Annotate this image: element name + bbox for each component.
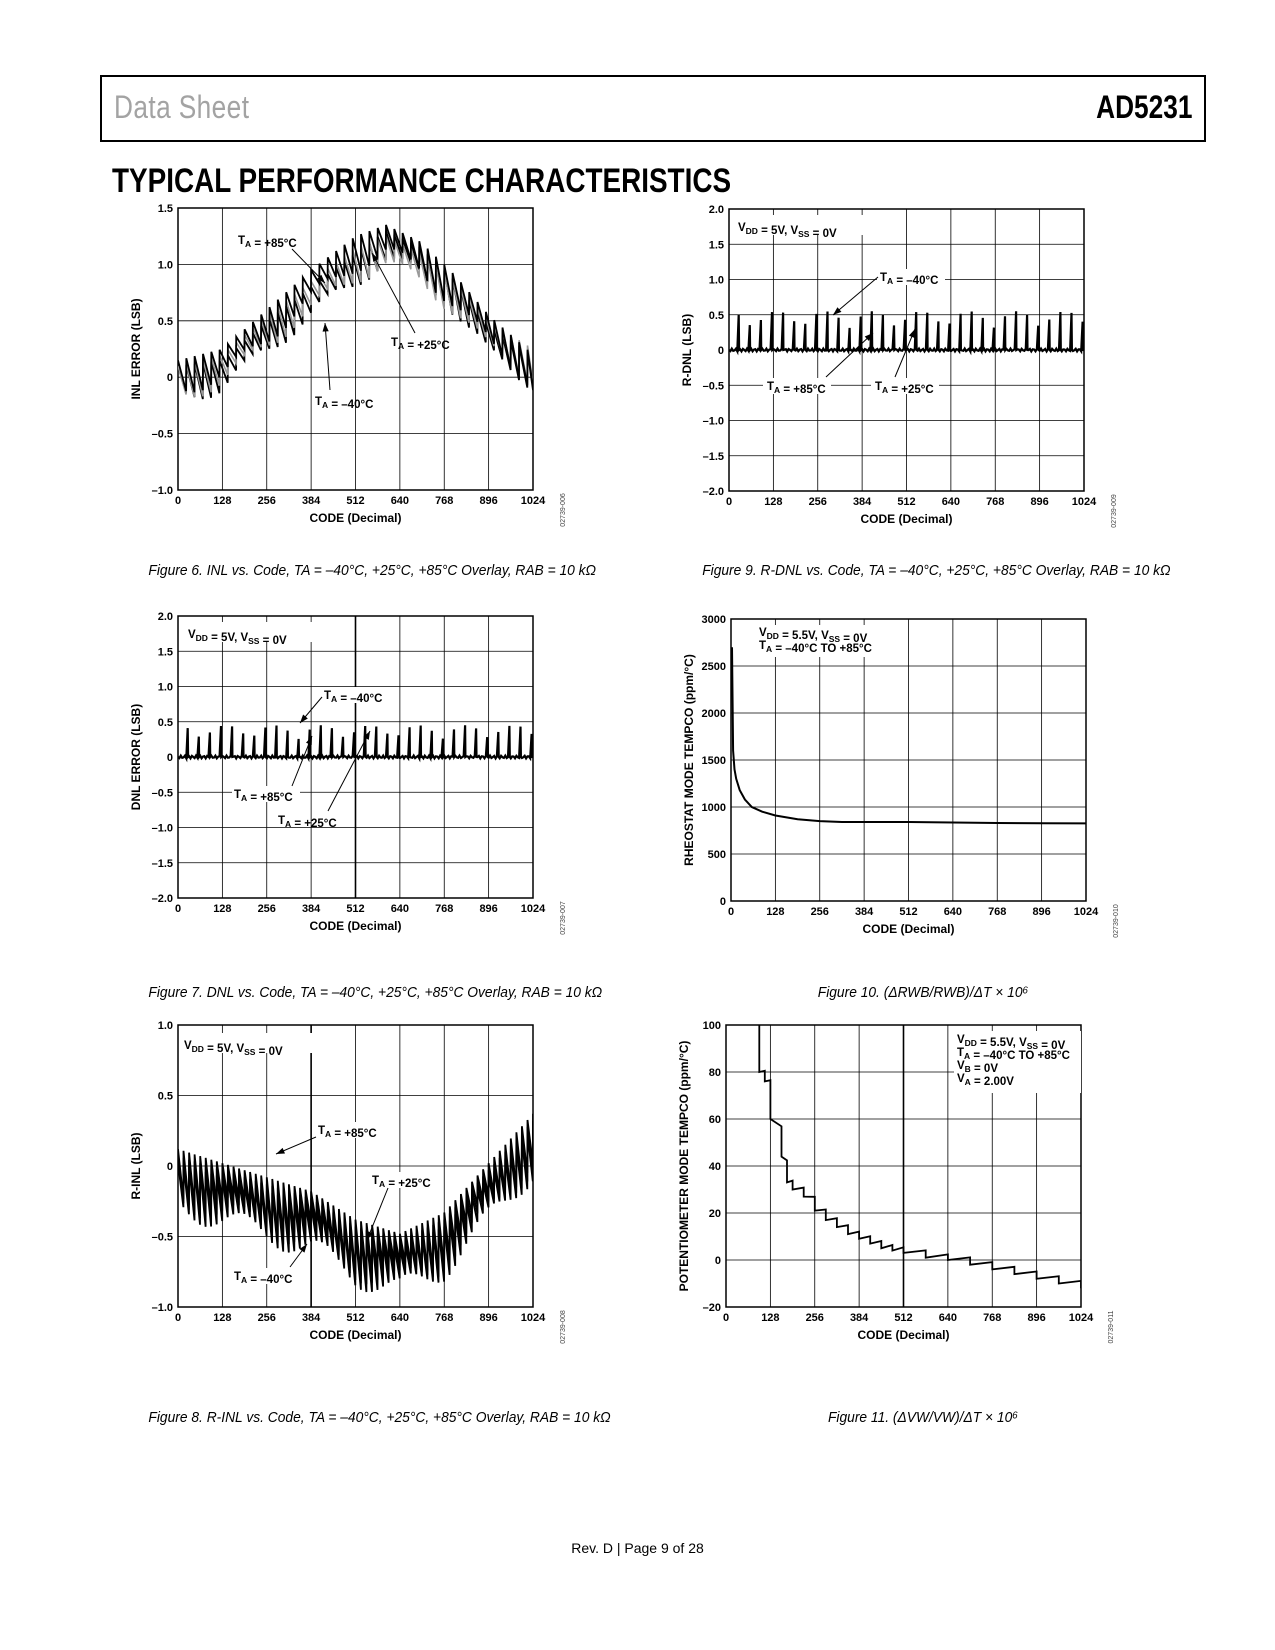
- fig10-svg: [683, 613, 1126, 951]
- y-axis-label: INL ERROR (LSB): [129, 298, 143, 400]
- y-tick-label: 1500: [701, 755, 726, 767]
- x-tick-label: 512: [346, 1312, 365, 1324]
- y-tick-label: –1.5: [702, 450, 724, 463]
- annotation-ta-85: $T_A = +85^\circ C$: [767, 381, 826, 396]
- y-tick-label: 100: [702, 1020, 721, 1032]
- annotation-ta-85: $T_A = +85^\circ C$: [318, 1125, 377, 1140]
- x-tick-label: 896: [479, 903, 498, 915]
- annotation-ta-25: $T_A = +25^\circ C$: [278, 815, 337, 830]
- y-tick-label: 0: [717, 345, 724, 357]
- y-tick-label: 0: [166, 372, 173, 385]
- x-tick-label: 384: [854, 906, 874, 918]
- x-tick-label: 384: [301, 1312, 321, 1324]
- x-tick-label: 0: [722, 1312, 730, 1324]
- fig7-svg: [130, 613, 573, 948]
- page-footer: Rev. D | Page 9 of 28: [571, 1540, 704, 1556]
- header-doc-type: Data Sheet: [114, 89, 250, 125]
- y-tick-label: 80: [708, 1067, 721, 1079]
- annotation-vb: $V_B = 0V$: [957, 1060, 998, 1075]
- y-tick-label: 40: [708, 1161, 721, 1173]
- x-tick-label: 640: [938, 1312, 958, 1324]
- annotation-ta-25: $T_A = +25^\circ C$: [391, 337, 450, 352]
- y-tick-label: –1.0: [151, 1302, 173, 1314]
- x-axis-label: CODE (Decimal): [309, 1328, 402, 1342]
- x-tick-label: 256: [257, 495, 276, 507]
- x-tick-label: 768: [435, 495, 454, 507]
- figure-11-caption: Figure 11. (ΔVW/VW)/ΔT × 10⁶: [827, 1409, 1019, 1426]
- annotation-ta-85: $T_A = +85^\circ C$: [238, 235, 297, 250]
- y-axis-label: RHEOSTAT MODE TEMPCO (ppm/°C): [682, 654, 696, 866]
- y-axis-label: R-INL (LSB): [129, 1132, 143, 1200]
- fig9-svg: [680, 204, 1124, 541]
- y-tick-label: –1.0: [702, 415, 724, 428]
- figure-11-pot-tempco-chart: [677, 1020, 1121, 1357]
- x-tick-label: 512: [897, 496, 916, 508]
- x-tick-label: 384: [849, 1312, 869, 1324]
- x-tick-label: 512: [894, 1312, 913, 1324]
- y-tick-label: 1.0: [157, 1020, 173, 1032]
- section-title: TYPICAL PERFORMANCE CHARACTERISTICS: [112, 162, 732, 200]
- x-axis-label: CODE (Decimal): [857, 1328, 950, 1342]
- x-tick-label: 384: [301, 495, 321, 507]
- x-tick-label: 768: [986, 496, 1005, 508]
- fig11-svg: [677, 1020, 1121, 1357]
- y-tick-label: 1.0: [708, 274, 724, 287]
- x-tick-label: 1024: [520, 495, 546, 507]
- figure-id-label: 02739-007: [560, 901, 567, 935]
- x-tick-label: 640: [943, 906, 963, 918]
- arrow-ta-m40: [325, 323, 330, 390]
- figure-8-caption: Figure 8. R-INL vs. Code, TA = –40°C, +25°C, +85°C Overlay, RAB = 10 kΩ: [148, 1409, 611, 1426]
- x-tick-label: 128: [213, 1312, 232, 1324]
- x-axis-label: CODE (Decimal): [862, 922, 955, 936]
- x-axis-label: CODE (Decimal): [860, 512, 953, 526]
- x-tick-label: 384: [852, 496, 872, 508]
- annotation-va: $V_A = 2.00V$: [957, 1073, 1014, 1088]
- figure-10-caption: Figure 10. (ΔRWB/RWB)/ΔT × 10⁶: [817, 984, 1029, 1001]
- x-tick-label: 896: [1032, 906, 1051, 918]
- y-tick-label: 0: [719, 896, 726, 908]
- figure-10-rheostat-tempco-chart: [683, 613, 1126, 951]
- y-tick-label: 500: [707, 849, 726, 861]
- x-tick-label: 0: [174, 1312, 182, 1324]
- y-tick-label: 0.5: [157, 315, 173, 328]
- fig6-svg: [130, 205, 573, 540]
- figure-id-label: 02739-011: [1108, 1310, 1115, 1344]
- x-tick-label: 768: [435, 1312, 454, 1324]
- header-part-number: AD5231: [1095, 89, 1192, 125]
- y-tick-label: 0: [166, 1161, 173, 1173]
- y-tick-label: 0: [714, 1255, 721, 1267]
- y-tick-label: 1000: [701, 802, 726, 814]
- y-tick-label: –2.0: [151, 893, 173, 905]
- x-tick-label: 128: [761, 1312, 780, 1324]
- annotation-ta-85: $T_A = +85^\circ C$: [234, 789, 293, 804]
- figure-7-caption: Figure 7. DNL vs. Code, TA = –40°C, +25°C, +85°C Overlay, RAB = 10 kΩ: [148, 984, 603, 1001]
- x-tick-label: 256: [808, 496, 827, 508]
- annotation-ta-m40: $T_A = -40^\circ C$: [315, 396, 374, 411]
- y-tick-label: 0.5: [708, 309, 724, 322]
- y-tick-label: –1.0: [151, 822, 173, 835]
- figure-7-dnl-chart: [130, 613, 573, 948]
- x-tick-label: 512: [899, 906, 918, 918]
- x-tick-label: 0: [725, 496, 733, 508]
- y-tick-label: 0.5: [157, 716, 173, 729]
- x-tick-label: 256: [257, 1312, 276, 1324]
- x-tick-label: 256: [810, 906, 829, 918]
- x-tick-label: 640: [941, 496, 961, 508]
- x-tick-label: 384: [301, 903, 321, 915]
- y-tick-label: –20: [702, 1302, 721, 1314]
- y-tick-label: –1.0: [151, 485, 173, 497]
- y-axis-label: POTENTIOMETER MODE TEMPCO (ppm/°C): [677, 1040, 691, 1292]
- arrow-ta-m40: [833, 277, 878, 315]
- y-tick-label: –0.5: [151, 428, 173, 441]
- figure-id-label: 02739-009: [1111, 494, 1118, 528]
- x-axis-label: CODE (Decimal): [309, 919, 402, 933]
- x-tick-label: 1024: [520, 903, 546, 915]
- annotation-vdd-vss: $V_{DD} = 5V$, $V_{SS} = 0V$: [738, 222, 837, 240]
- y-tick-label: –0.5: [151, 1231, 173, 1244]
- x-axis-label: CODE (Decimal): [309, 511, 402, 525]
- figure-6-caption: Figure 6. INL vs. Code, TA = –40°C, +25°C, +85°C Overlay, RAB = 10 kΩ: [148, 562, 597, 579]
- x-tick-label: 768: [983, 1312, 1002, 1324]
- x-tick-label: 128: [213, 495, 232, 507]
- annotation-vdd-vss: $V_{DD} = 5V$, $V_{SS} = 0V$: [188, 629, 287, 647]
- arrow-ta-85-head: [276, 1148, 285, 1154]
- figure-9-caption: Figure 9. R-DNL vs. Code, TA = –40°C, +25°C, +85°C Overlay, RAB = 10 kΩ: [702, 562, 1171, 579]
- figure-id-label: 02739-006: [560, 493, 567, 527]
- annotation-vdd-vss: $V_{DD} = 5V$, $V_{SS} = 0V$: [184, 1040, 283, 1058]
- y-tick-label: 1.0: [157, 259, 173, 272]
- annotation-vdd-vss: $V_{DD} = 5.5V$, $V_{SS} = 0V$: [759, 627, 868, 645]
- annotation-vdd-vss: $V_{DD} = 5.5V$, $V_{SS} = 0V$: [957, 1034, 1066, 1052]
- x-tick-label: 896: [479, 495, 498, 507]
- x-tick-label: 1024: [520, 1312, 546, 1324]
- figure-6-inl-chart: [130, 205, 573, 540]
- figure-9-rdnl-chart: [680, 204, 1124, 541]
- y-tick-label: 1.5: [708, 239, 724, 252]
- y-tick-label: 20: [708, 1208, 721, 1220]
- y-tick-label: 2.0: [708, 204, 724, 216]
- y-axis-label: R-DNL (LSB): [680, 313, 694, 387]
- annotation-ta-range: $T_A = -40^\circ C$ TO +85°C: [759, 640, 872, 655]
- page-header: [100, 75, 1206, 142]
- fig10-plot-area: [732, 647, 1086, 823]
- annotation-ta-25: $T_A = +25^\circ C$: [372, 1175, 431, 1190]
- x-tick-label: 640: [390, 495, 410, 507]
- x-tick-label: 0: [727, 906, 735, 918]
- y-tick-label: 2000: [701, 708, 726, 720]
- x-tick-label: 640: [390, 1312, 410, 1324]
- x-tick-label: 896: [1027, 1312, 1046, 1324]
- x-tick-label: 896: [479, 1312, 498, 1324]
- y-tick-label: –2.0: [702, 486, 724, 498]
- arrow-ta-25: [328, 731, 370, 811]
- annotation-ta-m40: $T_A = -40^\circ C$: [880, 272, 939, 287]
- arrow-ta-25-head: [909, 329, 915, 338]
- x-tick-label: 1024: [1073, 906, 1099, 918]
- figure-id-label: 02739-008: [560, 1310, 567, 1344]
- annotation-ta-range: $T_A = -40^\circ C$ TO +85°C: [957, 1047, 1070, 1062]
- fig10-grid: [731, 619, 1086, 901]
- x-tick-label: 768: [435, 903, 454, 915]
- y-tick-label: 2500: [701, 661, 726, 673]
- x-tick-label: 128: [766, 906, 785, 918]
- x-tick-label: 256: [257, 903, 276, 915]
- y-tick-label: 1.0: [157, 681, 173, 694]
- fig8-svg: [130, 1022, 573, 1357]
- x-tick-label: 768: [988, 906, 1007, 918]
- y-tick-label: 60: [708, 1114, 721, 1126]
- x-tick-label: 128: [213, 903, 232, 915]
- annotation-ta-m40: $T_A = -40^\circ C$: [234, 1271, 293, 1286]
- y-axis-label: DNL ERROR (LSB): [129, 703, 143, 811]
- figure-id-label: 02739-010: [1113, 904, 1120, 938]
- y-tick-label: 2.0: [157, 611, 173, 623]
- y-tick-label: 1.5: [157, 646, 173, 659]
- x-tick-label: 512: [346, 495, 365, 507]
- x-tick-label: 0: [174, 903, 182, 915]
- annotation-ta-25: $T_A = +25^\circ C$: [875, 381, 934, 396]
- y-tick-label: 0: [166, 752, 173, 764]
- x-tick-label: 1024: [1071, 496, 1097, 508]
- x-tick-label: 1024: [1068, 1312, 1094, 1324]
- x-tick-label: 128: [764, 496, 783, 508]
- y-tick-label: –0.5: [702, 380, 724, 393]
- arrow-ta-m40-head: [323, 323, 329, 332]
- figure-8-rinl-chart: [130, 1022, 573, 1357]
- x-tick-label: 512: [346, 903, 365, 915]
- x-tick-label: 896: [1030, 496, 1049, 508]
- x-tick-label: 640: [390, 903, 410, 915]
- x-tick-label: 0: [174, 495, 182, 507]
- x-tick-label: 256: [805, 1312, 824, 1324]
- y-tick-label: –0.5: [151, 787, 173, 800]
- series-line: [732, 647, 1086, 823]
- y-tick-label: 0.5: [157, 1090, 173, 1103]
- y-tick-label: 3000: [701, 614, 726, 626]
- y-tick-label: 1.5: [157, 203, 173, 215]
- y-tick-label: –1.5: [151, 857, 173, 870]
- annotation-ta-m40: $T_A = -40^\circ C$: [324, 690, 383, 705]
